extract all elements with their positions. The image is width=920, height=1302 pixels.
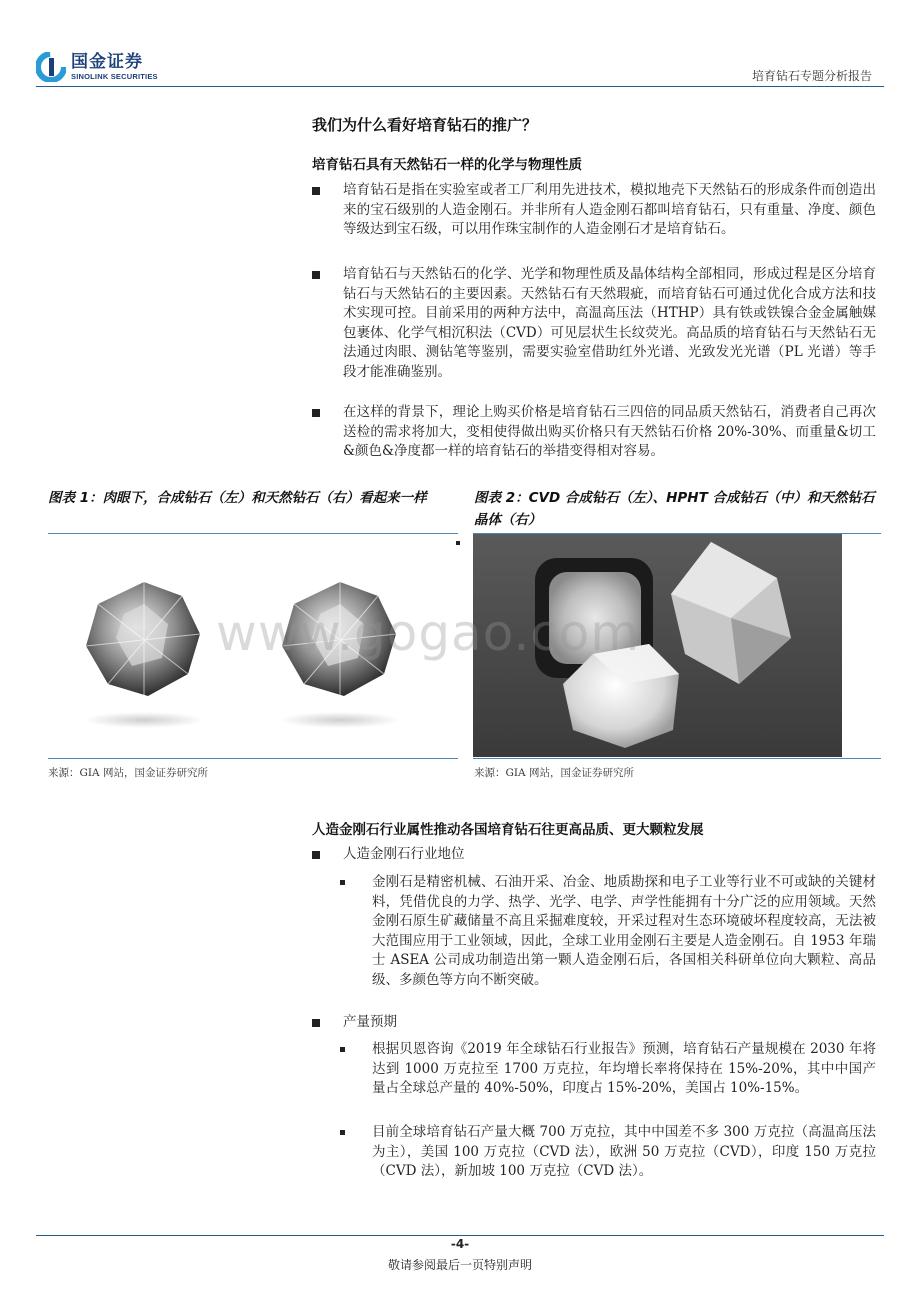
sub-bullet-item xyxy=(340,1040,876,1099)
small-square-bullet-icon xyxy=(340,1047,345,1052)
synthetic-diamond-icon xyxy=(86,582,200,696)
footer-divider xyxy=(36,1235,884,1236)
bullet-text: 在这样的背景下，理论上购买价格是培育钻石三四倍的同品质天然钻石，消费者自己再次送检的需求将加大，变相使得做出购买价格只有天然钻石价格 20%-30%、而重量&切工&颜色&净度都一样的培育钻石的举措变得相对容易。 xyxy=(343,404,876,459)
bullet-item xyxy=(312,265,876,382)
figure-2-bottom-rule xyxy=(473,758,881,759)
sub-bullet-item xyxy=(340,1123,876,1182)
figure-1-source: 来源：GIA 网站，国金证券研究所 xyxy=(48,767,208,779)
logo-mark-icon xyxy=(36,52,66,82)
sub-bullet-text: 金刚石是精密机械、石油开采、冶金、地质勘探和电子工业等行业不可或缺的关键材料，凭借优良的力学、热学、光学、电学、声学性能拥有十分广泛的应用领域。天然金刚石原生矿藏储量不高且采掘难度较，开采过程对生态环境破坏程度较高，无法被大范围应用于工业领域，因此，全球工业用金刚石主要是人造金刚石。自 1953 年瑞士 ASEA 公司成功制造出第一颗人造金刚石后，各国相关科研单位向大颗粒、高品级、多颜色等方向不断突破。 xyxy=(372,874,876,988)
bullet-item xyxy=(312,1013,876,1033)
header-divider xyxy=(36,86,884,87)
bullet-item xyxy=(312,403,876,462)
square-bullet-icon xyxy=(312,1019,320,1027)
square-bullet-icon xyxy=(312,271,320,279)
report-title: 培育钻石专题分析报告 xyxy=(751,69,872,83)
figure-2-caption: 图表 2：CVD 合成钻石（左）、HPHT 合成钻石（中）和天然钻石晶体（右） xyxy=(474,490,875,528)
square-bullet-icon xyxy=(312,851,320,859)
sub-bullet-text: 根据贝恩咨询《2019 年全球钻石行业报告》预测，培育钻石产量规模在 2030 年将达到 1000 万克拉至 1700 万克拉，年均增长率将保持在 15%-20%，其中中国产量占全球总产量的 40%-50%，印度占 15%-20%，美国占 10%-15%。 xyxy=(372,1041,876,1096)
page-header xyxy=(0,0,920,92)
section-heading: 我们为什么看好培育钻石的推广？ xyxy=(312,116,538,134)
small-square-bullet-icon xyxy=(340,880,345,885)
figure-1-caption: 图表 1：肉眼下，合成钻石（左）和天然钻石（右）看起来一样 xyxy=(48,490,427,506)
bullet-text: 人造金刚石行业地位 xyxy=(343,846,465,862)
square-bullet-icon xyxy=(312,409,320,417)
bullet-item xyxy=(312,181,876,240)
disclaimer-note: 敬请参阅最后一页特别声明 xyxy=(387,1258,532,1272)
bullet-text: 产量预期 xyxy=(343,1014,397,1030)
bullet-text: 培育钻石是指在实验室或者工厂利用先进技术，模拟地壳下天然钻石的形成条件而创造出来的宝石级别的人造金刚石。并非所有人造金刚石都叫培育钻石，只有重量、净度、颜色等级达到宝石级，可以用作珠宝制作的人造金刚石才是培育钻石。 xyxy=(343,182,876,237)
page-number: -4- xyxy=(450,1237,470,1251)
company-logo xyxy=(36,52,158,82)
sub-bullet-text: 目前全球培育钻石产量大概 700 万克拉，其中中国差不多 300 万克拉（高温高压法为主），美国 100 万克拉（CVD 法），欧洲 50 万克拉（CVD），印度 150 万克拉（CVD 法），新加坡 100 万克拉（CVD 法）。 xyxy=(372,1124,876,1179)
small-bullet-icon xyxy=(456,541,460,545)
sub-bullet-item xyxy=(340,873,876,990)
logo-chinese-name: 国金证券 xyxy=(71,52,143,72)
bullet-item xyxy=(312,845,876,865)
figure-1-bottom-rule xyxy=(48,758,458,759)
small-square-bullet-icon xyxy=(340,1130,345,1135)
figure-2-source: 来源：GIA 网站，国金证券研究所 xyxy=(474,767,634,779)
square-bullet-icon xyxy=(312,187,320,195)
subsection-heading: 培育钻石具有天然钻石一样的化学与物理性质 xyxy=(312,157,582,173)
subsection-heading: 人造金刚石行业属性推动各国培育钻石往更高品质、更大颗粒发展 xyxy=(312,822,704,838)
logo-english-name: SINOLINK SECURITIES xyxy=(71,72,158,81)
bullet-text: 培育钻石与天然钻石的化学、光学和物理性质及晶体结构全部相同，形成过程是区分培育钻石与天然钻石的主要因素。天然钻石有天然瑕疵，而培育钻石可通过优化合成方法和技术实现可控。目前采用的两种方法中，高温高压法（HTHP）具有铁或铁镍合金金属触媒包裹体、化学气相沉积法（CVD）可见层状生长纹荧光。高品质的培育钻石与天然钻石无法通过肉眼、测钻笔等鉴别，需要实验室借助红外光谱、光致发光光谱（PL 光谱）等手段才能准确鉴别。 xyxy=(343,266,876,380)
watermark: www.gogao.com xyxy=(216,604,641,662)
